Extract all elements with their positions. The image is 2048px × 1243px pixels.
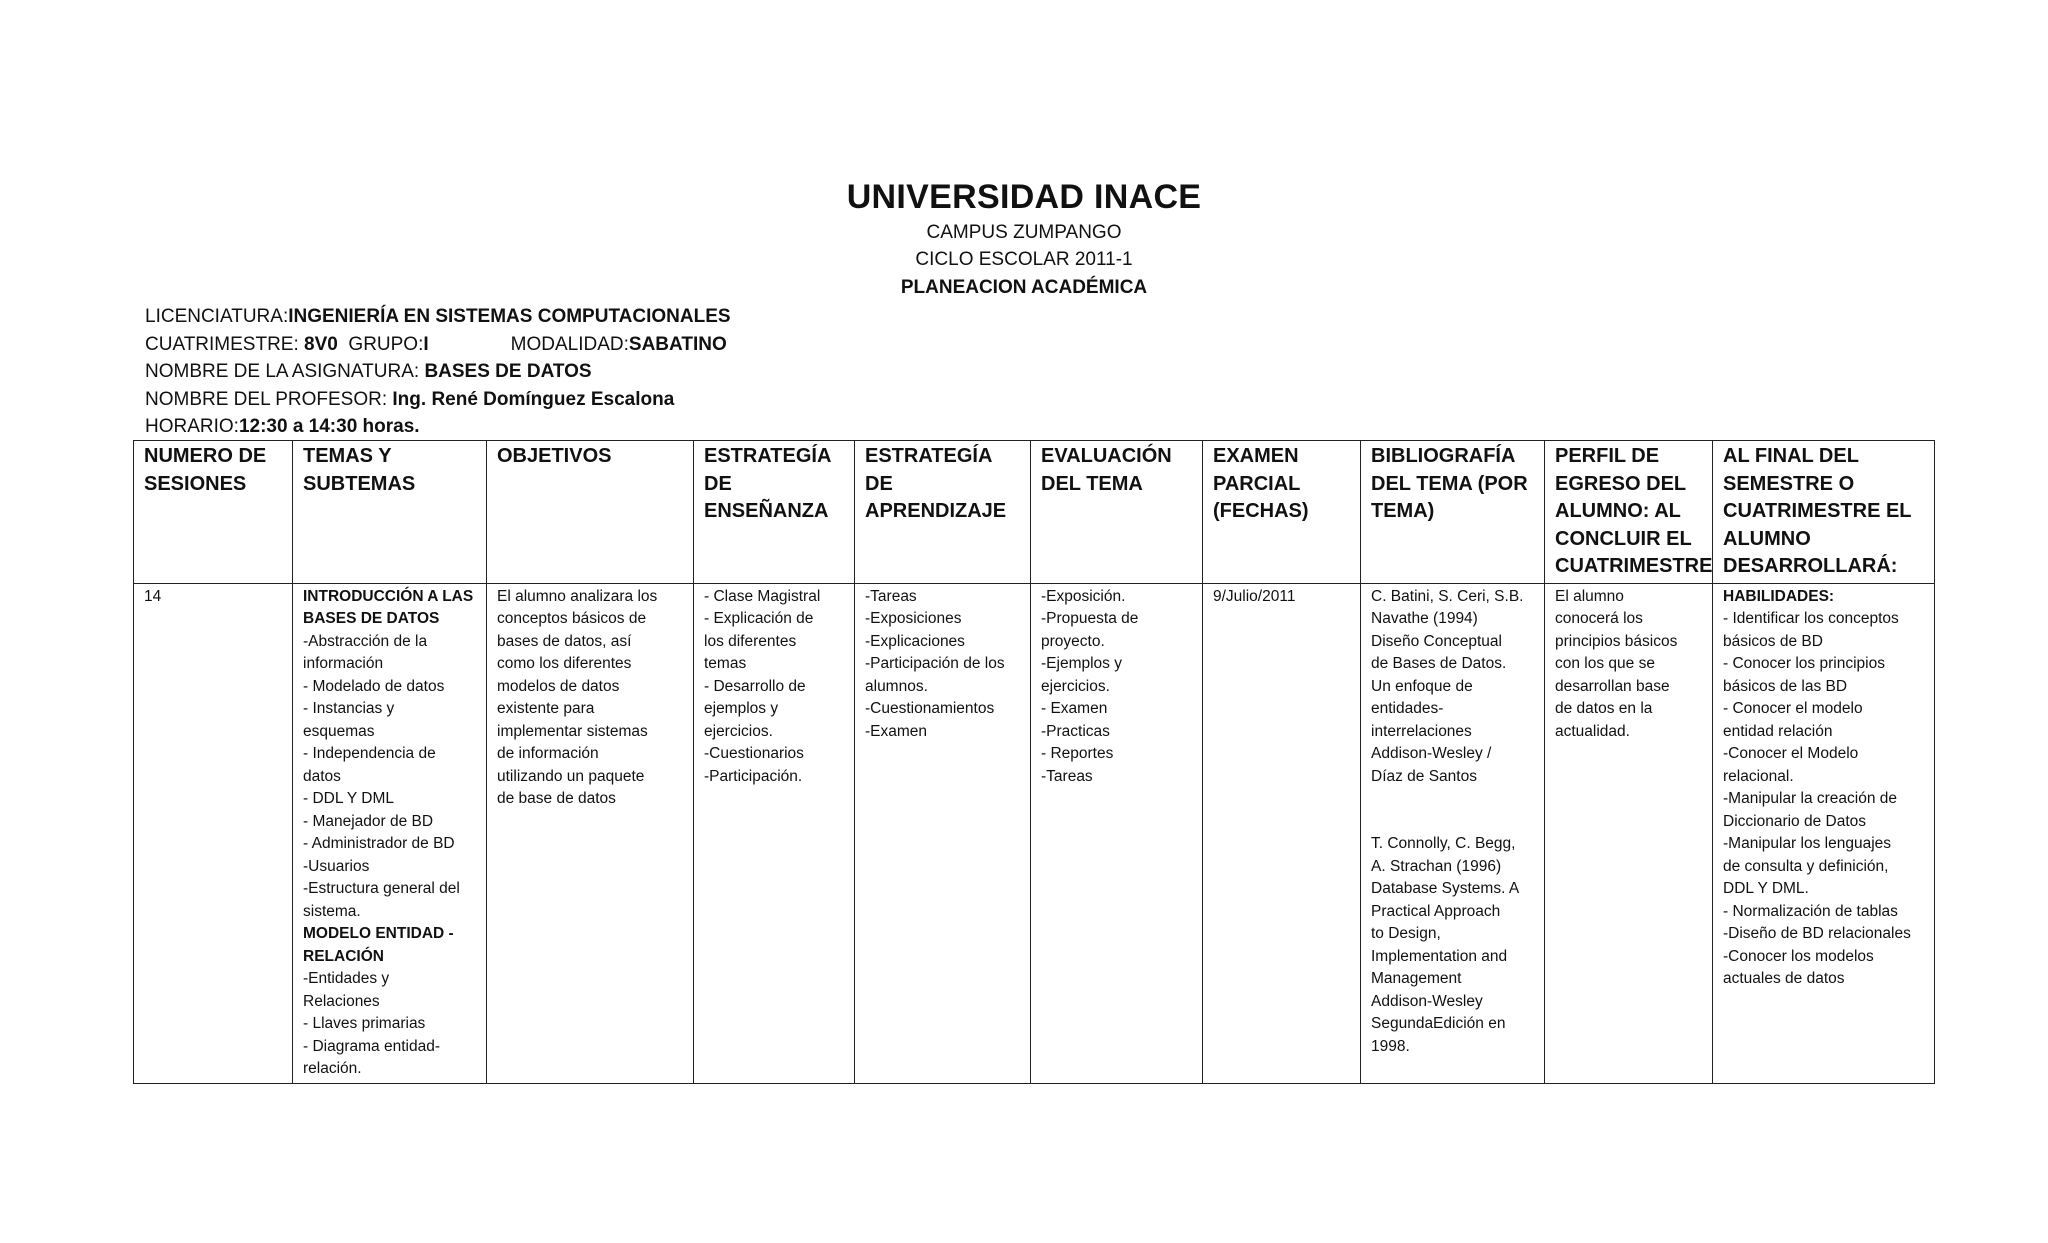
- cell-line: -Diseño de BD relacionales: [1723, 925, 1911, 942]
- header-teaching-strategy: [694, 441, 855, 584]
- cell-line: ESTRATEGÍA DE: [865, 445, 992, 495]
- degree-label: LICENCIATURA:: [145, 306, 289, 327]
- cell-line: desarrollan base: [1555, 677, 1670, 695]
- cell-line: DESARROLLARÁ:: [1723, 555, 1898, 577]
- cell-line: actualidad.: [1555, 722, 1630, 740]
- cell-line: modelos de datos: [497, 677, 620, 695]
- cell-profile: [1545, 583, 1713, 1083]
- cell-line: Database Systems. A: [1371, 880, 1520, 897]
- cell-line: - DDL Y DML: [303, 790, 395, 807]
- cell-line: - Desarrollo de: [704, 677, 806, 695]
- cell-line: como los diferentes: [497, 655, 632, 672]
- cell-line: El alumno analizara los: [497, 587, 658, 605]
- term-line: [145, 331, 731, 359]
- cell-line: (FECHAS): [1213, 500, 1309, 522]
- cell-line: SEMESTRE O: [1723, 472, 1855, 495]
- cell-line: entidades-: [1371, 700, 1444, 717]
- cell-line: ejercicios.: [704, 722, 773, 740]
- cell-line: OBJETIVOS: [497, 445, 612, 467]
- cell-evaluation: [1031, 583, 1203, 1083]
- cell-line: -Participación de los: [865, 655, 1005, 672]
- cell-line: RELACIÓN: [303, 947, 384, 965]
- cell-line: principios básicos: [1555, 632, 1678, 650]
- cell-line: -Cuestionarios: [704, 745, 804, 762]
- cell-line: - Llaves primarias: [303, 1015, 426, 1032]
- campus-label: CAMPUS ZUMPANGO: [926, 222, 1122, 243]
- cell-line: Un enfoque de: [1371, 677, 1473, 695]
- cell-line: utilizando un paquete: [497, 767, 645, 785]
- cell-line: Relaciones: [303, 992, 380, 1010]
- term-label: CUATRIMESTRE:: [145, 333, 305, 355]
- cell-line: de datos en la: [1555, 700, 1653, 717]
- cell-line: MODELO ENTIDAD -: [303, 925, 454, 942]
- cell-line: los diferentes: [704, 632, 797, 650]
- header-skills: [1713, 441, 1935, 584]
- cell-line: NUMERO DE: [144, 445, 267, 467]
- cell-line: -Ejemplos y: [1041, 655, 1122, 672]
- course-info: [145, 303, 731, 441]
- header-sessions: [134, 441, 293, 584]
- cell-line: 1998.: [1371, 1037, 1410, 1055]
- cell-line: de consulta y definición,: [1723, 857, 1889, 875]
- cell-line: - Diagrama entidad-: [303, 1037, 440, 1055]
- cell-line: - Reportes: [1041, 745, 1114, 762]
- cell-line: básicos de BD: [1723, 632, 1823, 650]
- schedule-line: [145, 413, 731, 441]
- cell-line: -Entidades y: [303, 970, 390, 987]
- cell-line: C. Batini, S. Ceri, S.B.: [1371, 587, 1524, 605]
- cell-line: -Examen: [865, 722, 928, 740]
- cell-line: -Cuestionamientos: [865, 700, 995, 717]
- cell-line: ejercicios.: [1041, 677, 1110, 695]
- cell-line: Navathe (1994): [1371, 610, 1478, 627]
- cell-line: TEMAS Y: [303, 445, 392, 467]
- cell-line: interrelaciones: [1371, 722, 1472, 740]
- cell-line: - Independencia de: [303, 745, 436, 762]
- cell-line: básicos de las BD: [1723, 677, 1848, 695]
- cell-teaching-strategy: [694, 583, 855, 1083]
- cell-line: AL FINAL DEL: [1723, 445, 1859, 467]
- cell-line: CUATRIMESTRE EL: [1723, 500, 1912, 522]
- cell-line: Diccionario de Datos: [1723, 812, 1867, 830]
- cell-line: temas: [704, 655, 747, 672]
- cell-line: bases de datos, así: [497, 632, 632, 650]
- mode-value: SABATINO: [628, 333, 727, 355]
- cell-line: -Practicas: [1041, 722, 1110, 740]
- cell-line: actuales de datos: [1723, 970, 1845, 987]
- cell-line: -Explicaciones: [865, 632, 965, 650]
- cell-line: [1371, 788, 1534, 811]
- cell-line: BASES DE DATOS: [303, 610, 440, 627]
- cell-line: esquemas: [303, 722, 375, 740]
- planning-table: [133, 440, 1935, 1084]
- header-learning-strategy: [855, 441, 1031, 584]
- academic-planning-label: PLANEACION ACADÉMICA: [900, 277, 1148, 298]
- cell-line: ALUMNO: [1723, 527, 1811, 550]
- cell-line: -Manipular los lenguajes: [1723, 835, 1892, 852]
- cell-line: de Bases de Datos.: [1371, 655, 1507, 672]
- cell-line: ALUMNO: AL: [1555, 500, 1681, 522]
- cell-line: - Normalización de tablas: [1723, 902, 1898, 920]
- group-label: GRUPO:: [337, 333, 424, 355]
- cell-line: - Clase Magistral: [704, 587, 821, 605]
- cell-line: [1371, 811, 1534, 834]
- cell-line: ESTRATEGÍA: [704, 445, 832, 467]
- cell-line: SESIONES: [144, 472, 247, 495]
- cell-line: Management: [1371, 970, 1462, 987]
- cell-line: TEMA): [1371, 500, 1435, 522]
- cell-line: ejemplos y: [704, 700, 779, 717]
- cell-line: Practical Approach: [1371, 902, 1501, 920]
- cell-line: - Instancias y: [303, 700, 395, 717]
- header-profile: [1545, 441, 1713, 584]
- teacher-value: Ing. René Domínguez Escalona: [392, 388, 675, 410]
- cell-line: DEL TEMA (POR: [1371, 472, 1528, 495]
- cell-line: EGRESO DEL: [1555, 472, 1687, 495]
- cell-line: Addison-Wesley /: [1371, 745, 1492, 762]
- cell-line: PERFIL DE: [1555, 445, 1660, 467]
- cell-line: de información: [497, 745, 599, 762]
- cell-line: Addison-Wesley: [1371, 992, 1483, 1010]
- cell-line: implementar sistemas: [497, 722, 648, 740]
- cell-line: EVALUACIÓN: [1041, 445, 1172, 467]
- teacher-line: [145, 386, 731, 414]
- cell-line: conceptos básicos de: [497, 610, 647, 627]
- cell-line: -Exposiciones: [865, 610, 962, 627]
- cell-line: - Manejador de BD: [303, 812, 434, 830]
- cell-line: información: [303, 655, 384, 672]
- cell-line: -Participación.: [704, 767, 803, 785]
- cell-line: existente para: [497, 700, 595, 717]
- group-value: I: [423, 333, 429, 355]
- cell-line: -Tareas: [865, 587, 917, 605]
- cell-objectives: [487, 583, 694, 1083]
- cell-line: EXAMEN: [1213, 445, 1299, 467]
- cell-line: PARCIAL: [1213, 472, 1301, 495]
- cell-line: con los que se: [1555, 655, 1655, 672]
- cell-line: APRENDIZAJE: [865, 500, 1007, 522]
- cell-line: - Conocer los principios: [1723, 655, 1885, 672]
- teacher-label: NOMBRE DEL PROFESOR:: [145, 388, 393, 410]
- table-row: [134, 583, 1935, 1083]
- cell-line: CUATRIMESTRE: [1555, 555, 1713, 577]
- cell-line: - Modelado de datos: [303, 677, 445, 695]
- cell-line: de base de datos: [497, 790, 616, 807]
- cell-line: -Tareas: [1041, 767, 1093, 785]
- cell-line: -Conocer los modelos: [1723, 947, 1874, 965]
- cell-line: -Exposición.: [1041, 587, 1126, 605]
- cell-line: - Administrador de BD: [303, 835, 455, 852]
- cell-line: -Manipular la creación de: [1723, 790, 1898, 807]
- schedule-label: HORARIO:: [145, 416, 239, 437]
- cell-line: El alumno: [1555, 587, 1624, 605]
- cell-line: -Propuesta de: [1041, 610, 1139, 627]
- subject-value: BASES DE DATOS: [424, 361, 592, 382]
- cell-line: Implementation and: [1371, 947, 1508, 965]
- cell-line: relacional.: [1723, 767, 1794, 785]
- cell-line: BIBLIOGRAFÍA: [1371, 445, 1516, 467]
- cell-line: Diseño Conceptual: [1371, 632, 1502, 650]
- cell-line: proyecto.: [1041, 632, 1105, 650]
- cell-bibliography: [1361, 583, 1545, 1083]
- cell-line: INTRODUCCIÓN A LAS: [303, 587, 474, 605]
- degree-value: INGENIERÍA EN SISTEMAS COMPUTACIONALES: [288, 306, 731, 327]
- table-header-row: [134, 441, 1935, 584]
- cell-line: -Usuarios: [303, 857, 370, 875]
- university-title: UNIVERSIDAD INACE: [846, 178, 1202, 216]
- cell-line: HABILIDADES:: [1723, 587, 1835, 605]
- cell-line: - Explicación de: [704, 610, 814, 627]
- term-value: 8V0: [304, 333, 338, 355]
- cell-line: A. Strachan (1996): [1371, 857, 1502, 875]
- cell-line: -Abstracción de la: [303, 632, 428, 650]
- cell-learning-strategy: [855, 583, 1031, 1083]
- cell-line: ENSEÑANZA: [704, 500, 829, 522]
- cell-line: datos: [303, 767, 341, 785]
- cell-line: -Conocer el Modelo: [1723, 745, 1859, 762]
- cell-line: to Design,: [1371, 925, 1441, 942]
- cell-exam-date: 9/Julio/2011: [1203, 583, 1361, 1083]
- header-evaluation: [1031, 441, 1203, 584]
- cell-line: SegundaEdición en: [1371, 1015, 1506, 1032]
- degree-line: [145, 303, 731, 331]
- cell-line: CONCLUIR EL: [1555, 527, 1692, 550]
- cell-line: entidad relación: [1723, 722, 1833, 740]
- cell-line: relación.: [303, 1060, 362, 1077]
- school-cycle-label: CICLO ESCOLAR 2011-1: [915, 249, 1133, 270]
- cell-line: SUBTEMAS: [303, 472, 416, 495]
- cell-line: DEL TEMA: [1041, 472, 1143, 495]
- cell-skills: [1713, 583, 1935, 1083]
- cell-line: sistema.: [303, 902, 361, 920]
- cell-topics: [293, 583, 487, 1083]
- mode-label: MODALIDAD:: [510, 333, 629, 355]
- cell-line: - Conocer el modelo: [1723, 700, 1863, 717]
- cell-sessions: 14: [134, 583, 293, 1083]
- cell-line: conocerá los: [1555, 610, 1643, 627]
- cell-line: T. Connolly, C. Begg,: [1371, 835, 1516, 852]
- cell-line: DE: [704, 472, 732, 495]
- cell-line: - Examen: [1041, 700, 1108, 717]
- header-bibliography: [1361, 441, 1545, 584]
- cell-line: DDL Y DML.: [1723, 880, 1809, 897]
- cell-line: Díaz de Santos: [1371, 767, 1477, 785]
- header-topics: [293, 441, 487, 584]
- subject-line: [145, 358, 731, 386]
- header-exam: [1203, 441, 1361, 584]
- schedule-value: 12:30 a 14:30 horas.: [238, 416, 420, 437]
- cell-line: -Estructura general del: [303, 880, 460, 897]
- cell-line: - Identificar los conceptos: [1723, 610, 1899, 627]
- cell-line: alumnos.: [865, 677, 928, 695]
- subject-label: NOMBRE DE LA ASIGNATURA:: [145, 361, 425, 382]
- header-objectives: [487, 441, 694, 584]
